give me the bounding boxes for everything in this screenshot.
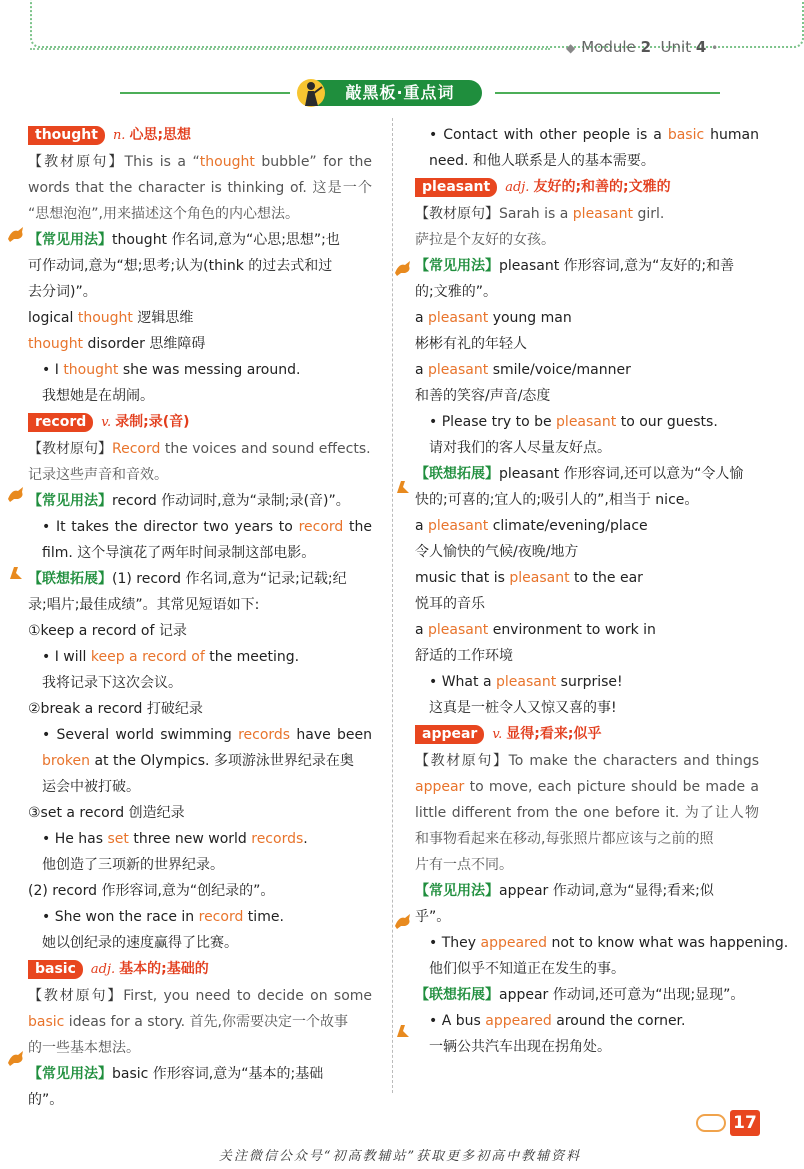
usage-line: 乎”。 [415, 909, 451, 925]
example-sentence: 运会中被打破。 [42, 779, 140, 795]
kangaroo-icon [393, 1021, 413, 1039]
example-sentence: • She won the race in record time. [42, 909, 284, 925]
keyword-badge: pleasant [415, 178, 497, 197]
phrase-line: thought disorder 思维障碍 [28, 336, 206, 352]
usage-line: 【常见用法】appear 作动词,意为“显得;看来;似 [415, 883, 714, 899]
phrase-line: logical thought 逻辑思维 [28, 310, 194, 326]
phrase-line: a pleasant climate/evening/place [415, 518, 648, 534]
example-translation: 我将记录下这次会议。 [42, 675, 182, 691]
banner-title: 敲黑板·重点词 [306, 80, 482, 106]
extension-line: (2) record 作形容词,意为“创纪录的”。 [28, 883, 275, 899]
banner-line-right [495, 92, 720, 94]
phrase-translation: 舒适的工作环境 [415, 648, 513, 664]
banner-line-left [120, 92, 290, 94]
teacher-figure-icon [296, 76, 326, 110]
example-sentence: • Several world swimming records have been [42, 727, 372, 743]
kangaroo-icon [6, 485, 26, 503]
source-sentence: 萨拉是个友好的女孩。 [415, 232, 555, 248]
example-translation: 我想她是在胡闹。 [42, 388, 154, 404]
source-sentence: words that the character is thinking of. 这是一个 [28, 180, 372, 196]
usage-line: 【常见用法】basic 作形容词,意为“基本的;基础 [28, 1066, 324, 1082]
example-sentence: • I will keep a record of the meeting. [42, 649, 300, 665]
example-sentence: film. 这个导演花了两年时间录制这部电影。 [42, 545, 316, 561]
phrase-line: ②break a record 打破纪录 [28, 701, 203, 717]
source-sentence: little different from the one before it. 为了让人物 [415, 805, 759, 821]
kangaroo-icon [6, 563, 26, 581]
example-translation: 他们似乎不知道正在发生的事。 [429, 961, 625, 977]
usage-line: 【常见用法】pleasant 作形容词,意为“友好的;和善 [415, 258, 735, 274]
kangaroo-icon [6, 225, 26, 243]
example-translation: 一辆公共汽车出现在拐角处。 [429, 1039, 611, 1055]
example-sentence: • Please try to be pleasant to our guests. [429, 414, 718, 430]
keyword-badge: record [28, 413, 93, 432]
extension-line: 快的;可喜的;宜人的;吸引人的”,相当于 nice。 [415, 492, 699, 508]
entry-header-basic: basic adj. 基本的;基础的 [28, 956, 372, 983]
entry-header-thought: thought n. 心思;思想 [28, 122, 372, 149]
header-dotted-line [30, 48, 550, 50]
module-unit-label: ◆ Module 2 Unit 4 • [566, 38, 719, 56]
source-sentence: 【教材原句】Sarah is a pleasant girl. [415, 206, 665, 222]
source-sentence: 的一些基本想法。 [28, 1040, 140, 1056]
kangaroo-icon [6, 1049, 26, 1067]
usage-line: 去分词)”。 [28, 284, 97, 300]
phrase-line: ①keep a record of 记录 [28, 623, 187, 639]
usage-line: 【常见用法】record 作动词时,意为“录制;录(音)”。 [28, 493, 350, 509]
source-sentence: 和事物看起来在移动,每张照片都应该与之前的照 [415, 831, 714, 847]
example-translation: 他创造了三项新的世界纪录。 [42, 857, 224, 873]
kangaroo-icon [393, 912, 413, 930]
example-translation: 她以创纪录的速度赢得了比赛。 [42, 935, 238, 951]
footer-note: 关注微信公众号“初高教辅站”获取更多初高中教辅资料 [218, 1149, 582, 1164]
phrase-translation: 和善的笑容/声音/态度 [415, 388, 551, 404]
right-column [415, 122, 789, 1060]
usage-line: 可作动词,意为“想;思考;认为(think 的过去式和过 [28, 258, 333, 274]
keyword-badge: thought [28, 126, 105, 145]
source-sentence: 【教材原句】First, you need to decide on some [28, 988, 373, 1004]
source-sentence: appear to move, each picture should be made a [415, 779, 759, 795]
phrase-translation: 彬彬有礼的年轻人 [415, 336, 527, 352]
source-sentence: 【教材原句】To make the characters and things [415, 753, 759, 769]
source-sentence: “思想泡泡”,用来描述这个角色的内心想法。 [28, 206, 299, 222]
phrase-line: a pleasant smile/voice/manner [415, 362, 631, 378]
usage-line: 的”。 [28, 1092, 64, 1108]
usage-line: 【常见用法】thought 作名词,意为“心思;思想”;也 [28, 232, 340, 248]
example-translation: 请对我们的客人尽量友好点。 [429, 440, 611, 456]
dot-icon: • [711, 41, 719, 55]
example-sentence: • He has set three new world records. [42, 831, 308, 847]
source-sentence: 【教材原句】This is a “thought bubble” for the [28, 154, 372, 170]
phrase-translation: 悦耳的音乐 [415, 596, 485, 612]
example-sentence: • What a pleasant surprise! [429, 674, 623, 690]
source-sentence: 记录这些声音和音效。 [28, 467, 168, 483]
phrase-line: a pleasant young man [415, 310, 572, 326]
page-number-box [696, 1110, 760, 1136]
entry-header-appear: appear v. 显得;看来;似乎 [415, 721, 759, 748]
page-number: 17 [730, 1110, 760, 1136]
phrase-translation: 令人愉快的气候/夜晚/地方 [415, 544, 579, 560]
extension-line: 录;唱片;最佳成绩”。其常见短语如下: [28, 597, 260, 613]
module-header [0, 36, 800, 60]
example-sentence: need. 和他人联系是人的基本需要。 [429, 153, 655, 169]
phrase-line: a pleasant environment to work in [415, 622, 656, 638]
example-sentence: • A bus appeared around the corner. [429, 1013, 686, 1029]
source-sentence: basic ideas for a story. 首先,你需要决定一个故事 [28, 1014, 348, 1030]
swirl-decoration [696, 1114, 726, 1132]
example-sentence: • I thought she was messing around. [42, 362, 301, 378]
kangaroo-icon [393, 477, 413, 495]
example-translation: 这真是一桩令人又惊又喜的事! [429, 700, 617, 716]
usage-line: 的;文雅的”。 [415, 284, 497, 300]
keyword-badge: appear [415, 725, 484, 744]
entry-header-record: record v. 录制;录(音) [28, 409, 372, 436]
phrase-line: ③set a record 创造纪录 [28, 805, 185, 821]
keyword-badge: basic [28, 960, 83, 979]
extension-line: 【联想拓展】appear 作动词,还可意为“出现;显现”。 [415, 987, 745, 1003]
extension-line: 【联想拓展】(1) record 作名词,意为“记录;记载;纪 [28, 571, 347, 587]
example-sentence: broken at the Olympics. 多项游泳世界纪录在奥 [42, 753, 354, 769]
extension-line: 【联想拓展】pleasant 作形容词,还可以意为“令人愉 [415, 466, 744, 482]
example-sentence: • Contact with other people is a basic human [429, 127, 759, 143]
source-sentence: 【教材原句】Record the voices and sound effects. [28, 441, 371, 457]
example-sentence: • It takes the director two years to record the [42, 519, 372, 535]
entry-header-pleasant: pleasant adj. 友好的;和善的;文雅的 [415, 174, 759, 201]
kangaroo-icon [393, 259, 413, 277]
section-banner [120, 78, 720, 108]
left-column [28, 122, 372, 1113]
source-sentence: 片有一点不同。 [415, 857, 513, 873]
diamond-icon: ◆ [566, 41, 576, 55]
example-sentence: • They appeared not to know what was happening. [429, 935, 789, 951]
phrase-line: music that is pleasant to the ear [415, 570, 643, 586]
